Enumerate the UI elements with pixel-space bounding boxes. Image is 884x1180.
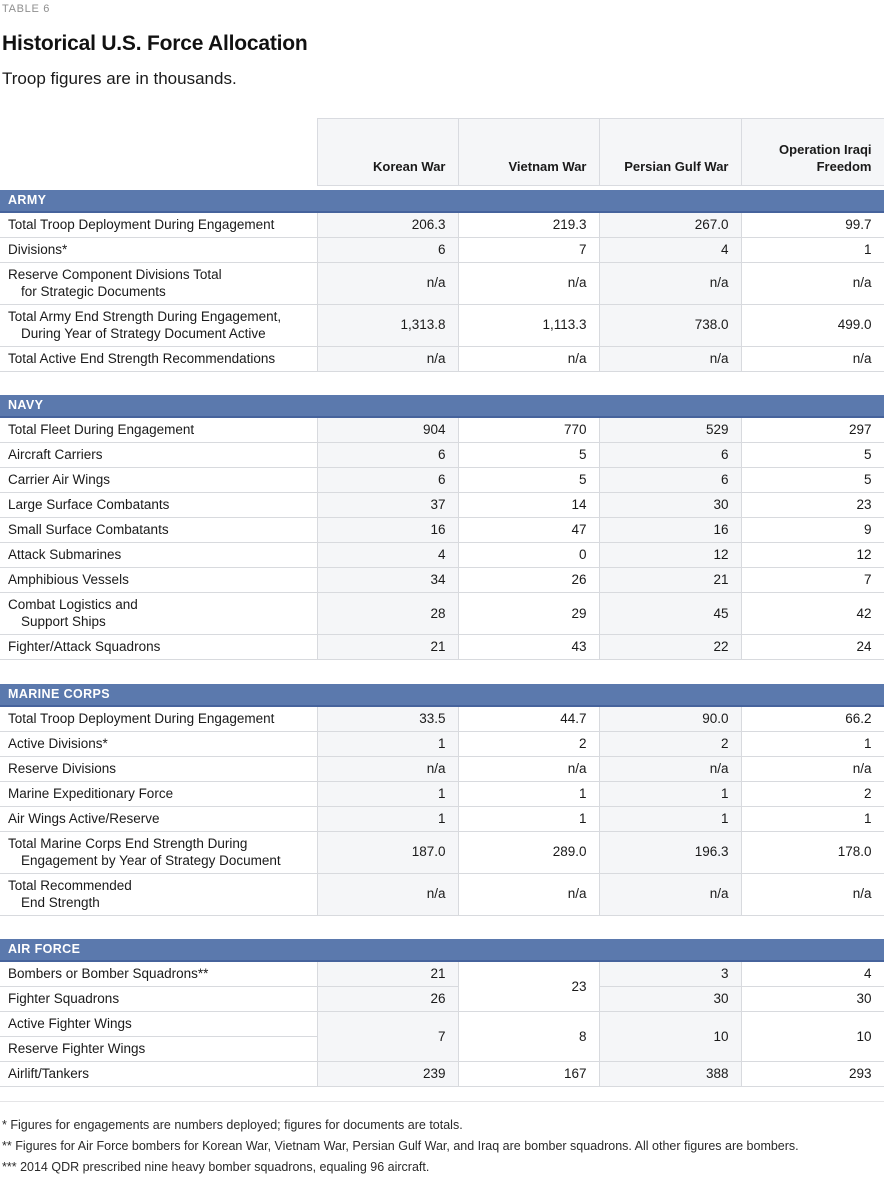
- table-row: [0, 635, 884, 660]
- row-label: [0, 493, 317, 518]
- value-cell: n/a: [317, 262, 458, 304]
- value-cell: 1: [458, 781, 599, 806]
- value-cell: 45: [599, 593, 741, 635]
- value-cell: n/a: [599, 346, 741, 371]
- value-cell: 8: [458, 1012, 599, 1062]
- value-cell: 10: [741, 1012, 884, 1062]
- value-cell: n/a: [317, 756, 458, 781]
- column-header-row: [0, 119, 884, 186]
- value-cell: 30: [599, 493, 741, 518]
- row-label: [0, 518, 317, 543]
- table-row: [0, 568, 884, 593]
- table-row: [0, 417, 884, 443]
- value-cell: 33.5: [317, 706, 458, 732]
- value-cell: 1,313.8: [317, 304, 458, 346]
- value-cell: 529: [599, 417, 741, 443]
- row-label-text: Fighter Squadrons: [8, 991, 120, 1006]
- row-label-text: Aircraft Carriers: [8, 447, 103, 462]
- value-cell: 5: [741, 443, 884, 468]
- value-cell: 2: [741, 781, 884, 806]
- value-cell: n/a: [458, 262, 599, 304]
- value-cell: 29: [458, 593, 599, 635]
- corner-empty-cell: [0, 119, 317, 186]
- footnote-1: * Figures for engagements are numbers deployed; figures for documents are totals.: [2, 1118, 463, 1132]
- value-cell: 42: [741, 593, 884, 635]
- table-row: [0, 806, 884, 831]
- section-gap: [0, 915, 884, 939]
- value-cell: 90.0: [599, 706, 741, 732]
- value-cell: 16: [599, 518, 741, 543]
- table-row: [0, 262, 884, 304]
- table-row: [0, 493, 884, 518]
- row-label: [0, 443, 317, 468]
- force-allocation-table: [0, 118, 884, 1087]
- footnotes: [0, 1101, 884, 1178]
- section-gap: [0, 371, 884, 395]
- value-cell: 99.7: [741, 212, 884, 238]
- value-cell: 2: [458, 731, 599, 756]
- value-cell: n/a: [599, 756, 741, 781]
- row-label: [0, 1012, 317, 1037]
- table-row: [0, 346, 884, 371]
- value-cell: 26: [317, 987, 458, 1012]
- value-cell: 293: [741, 1062, 884, 1087]
- value-cell: 1: [317, 806, 458, 831]
- value-cell: n/a: [458, 756, 599, 781]
- row-label: [0, 568, 317, 593]
- row-label-text: Combat Logistics and: [8, 597, 138, 612]
- section-header-navy: NAVY: [0, 395, 884, 417]
- value-cell: 499.0: [741, 304, 884, 346]
- value-cell: 1: [599, 781, 741, 806]
- row-label: [0, 756, 317, 781]
- row-label-text: Reserve Fighter Wings: [8, 1041, 146, 1056]
- value-cell: 1: [317, 731, 458, 756]
- value-cell: 22: [599, 635, 741, 660]
- value-cell: 12: [599, 543, 741, 568]
- value-cell: 23: [458, 961, 599, 1012]
- value-cell: 219.3: [458, 212, 599, 238]
- subtitle: Troop figures are in thousands.: [2, 69, 237, 88]
- row-label-text: Active Divisions*: [8, 735, 108, 751]
- value-cell: 6: [317, 237, 458, 262]
- value-cell: 289.0: [458, 831, 599, 873]
- value-cell: 0: [458, 543, 599, 568]
- value-cell: 4: [317, 543, 458, 568]
- row-label-text: Total Recommended: [8, 877, 132, 893]
- row-label-text: Active Fighter Wings: [8, 1016, 132, 1031]
- column-header-persian-gulf-war: Persian Gulf War: [599, 119, 741, 186]
- value-cell: 9: [741, 518, 884, 543]
- value-cell: 196.3: [599, 831, 741, 873]
- value-cell: 187.0: [317, 831, 458, 873]
- row-label-text: Reserve Divisions: [8, 760, 117, 776]
- value-cell: 1: [741, 731, 884, 756]
- value-cell: 6: [317, 443, 458, 468]
- section-header-row: [0, 395, 884, 417]
- row-label-text: Marine Expeditionary Force: [8, 785, 174, 801]
- row-label-text: Air Wings Active/Reserve: [8, 810, 160, 826]
- value-cell: 1,113.3: [458, 304, 599, 346]
- row-label: [0, 304, 317, 346]
- value-cell: n/a: [458, 346, 599, 371]
- value-cell: 904: [317, 417, 458, 443]
- row-label-text-line2: Engagement by Year of Strategy Document: [21, 852, 281, 868]
- value-cell: n/a: [741, 873, 884, 915]
- row-label: [0, 468, 317, 493]
- row-label: [0, 237, 317, 262]
- value-cell: 267.0: [599, 212, 741, 238]
- row-label: [0, 961, 317, 987]
- value-cell: n/a: [599, 873, 741, 915]
- footnote-3: *** 2014 QDR prescribed nine heavy bomber squadrons, equaling 96 aircraft.: [2, 1160, 430, 1174]
- value-cell: 14: [458, 493, 599, 518]
- value-cell: 21: [599, 568, 741, 593]
- row-label-text: Carrier Air Wings: [8, 472, 111, 487]
- value-cell: n/a: [741, 756, 884, 781]
- row-label-text-line2: Support Ships: [21, 614, 106, 629]
- row-label-text: Total Troop Deployment During Engagement: [8, 216, 275, 232]
- table-row: [0, 518, 884, 543]
- table-row: [0, 593, 884, 635]
- value-cell: 167: [458, 1062, 599, 1087]
- value-cell: 26: [458, 568, 599, 593]
- section-header-marine-corps: MARINE CORPS: [0, 684, 884, 706]
- row-label-text: Amphibious Vessels: [8, 572, 129, 587]
- value-cell: n/a: [317, 873, 458, 915]
- section-header-row: [0, 190, 884, 212]
- value-cell: 30: [599, 987, 741, 1012]
- section-header-army: ARMY: [0, 190, 884, 212]
- value-cell: 1: [741, 237, 884, 262]
- table-row: [0, 1062, 884, 1087]
- table-row: [0, 212, 884, 238]
- value-cell: n/a: [741, 346, 884, 371]
- row-label: [0, 593, 317, 635]
- value-cell: 37: [317, 493, 458, 518]
- row-label-text-line2: During Year of Strategy Document Active: [21, 325, 266, 341]
- value-cell: 16: [317, 518, 458, 543]
- value-cell: 6: [599, 443, 741, 468]
- row-label: [0, 1062, 317, 1087]
- value-cell: 178.0: [741, 831, 884, 873]
- value-cell: 1: [599, 806, 741, 831]
- value-cell: 388: [599, 1062, 741, 1087]
- row-label: [0, 1037, 317, 1062]
- section-gap: [0, 660, 884, 684]
- value-cell: 1: [317, 781, 458, 806]
- value-cell: 12: [741, 543, 884, 568]
- value-cell: 21: [317, 961, 458, 987]
- table-row: [0, 304, 884, 346]
- row-label-text-line2: for Strategic Documents: [21, 283, 166, 299]
- value-cell: 770: [458, 417, 599, 443]
- row-label: [0, 417, 317, 443]
- row-label: [0, 831, 317, 873]
- row-label: [0, 873, 317, 915]
- value-cell: 43: [458, 635, 599, 660]
- value-cell: 28: [317, 593, 458, 635]
- row-label: [0, 781, 317, 806]
- row-label-text: Fighter/Attack Squadrons: [8, 639, 161, 654]
- page-title: Historical U.S. Force Allocation: [2, 32, 308, 55]
- table-row: [0, 961, 884, 987]
- value-cell: 4: [599, 237, 741, 262]
- section-header-row: [0, 684, 884, 706]
- value-cell: 21: [317, 635, 458, 660]
- table-row: [0, 543, 884, 568]
- value-cell: 5: [741, 468, 884, 493]
- row-label-text: Small Surface Combatants: [8, 522, 169, 537]
- table-row: [0, 731, 884, 756]
- table-row: [0, 873, 884, 915]
- section-header-air-force: AIR FORCE: [0, 939, 884, 961]
- value-cell: 738.0: [599, 304, 741, 346]
- value-cell: 297: [741, 417, 884, 443]
- value-cell: 6: [317, 468, 458, 493]
- value-cell: 5: [458, 468, 599, 493]
- row-label-text: Attack Submarines: [8, 547, 122, 562]
- value-cell: 239: [317, 1062, 458, 1087]
- row-label: [0, 262, 317, 304]
- value-cell: 2: [599, 731, 741, 756]
- column-header-korean-war: Korean War: [317, 119, 458, 186]
- table-row: [0, 987, 884, 1012]
- row-label: [0, 987, 317, 1012]
- footnote-2: ** Figures for Air Force bombers for Korean War, Vietnam War, Persian Gulf War, and Iraq are bomber squadrons. All other figures are bombers.: [2, 1139, 799, 1153]
- value-cell: 66.2: [741, 706, 884, 732]
- value-cell: 7: [458, 237, 599, 262]
- value-cell: 23: [741, 493, 884, 518]
- value-cell: 10: [599, 1012, 741, 1062]
- value-cell: 6: [599, 468, 741, 493]
- value-cell: 7: [317, 1012, 458, 1062]
- table-row: [0, 781, 884, 806]
- row-label-text: Divisions*: [8, 241, 68, 257]
- value-cell: 1: [458, 806, 599, 831]
- value-cell: 1: [741, 806, 884, 831]
- value-cell: 24: [741, 635, 884, 660]
- table-row: [0, 756, 884, 781]
- row-label: [0, 346, 317, 371]
- row-label-text: Total Fleet During Engagement: [8, 422, 195, 437]
- value-cell: 206.3: [317, 212, 458, 238]
- value-cell: 30: [741, 987, 884, 1012]
- row-label-text-line2: End Strength: [21, 894, 100, 910]
- table-row: [0, 237, 884, 262]
- value-cell: 44.7: [458, 706, 599, 732]
- table-row: [0, 468, 884, 493]
- row-label: [0, 706, 317, 732]
- row-label: [0, 806, 317, 831]
- row-label-text: Total Marine Corps End Strength During: [8, 835, 248, 851]
- table-number-label: TABLE 6: [2, 3, 51, 15]
- row-label-text: Large Surface Combatants: [8, 497, 170, 512]
- value-cell: 47: [458, 518, 599, 543]
- value-cell: 3: [599, 961, 741, 987]
- value-cell: n/a: [741, 262, 884, 304]
- value-cell: n/a: [317, 346, 458, 371]
- table-row: [0, 831, 884, 873]
- value-cell: 5: [458, 443, 599, 468]
- section-header-row: [0, 939, 884, 961]
- value-cell: 7: [741, 568, 884, 593]
- row-label: [0, 212, 317, 238]
- row-label-text: Reserve Component Divisions Total: [8, 266, 222, 282]
- table-row: [0, 706, 884, 732]
- row-label-text: Total Troop Deployment During Engagement: [8, 710, 275, 726]
- row-label: [0, 543, 317, 568]
- row-label: [0, 635, 317, 660]
- column-header-vietnam-war: Vietnam War: [458, 119, 599, 186]
- value-cell: n/a: [458, 873, 599, 915]
- table-row: [0, 443, 884, 468]
- value-cell: 34: [317, 568, 458, 593]
- row-label-text: Total Active End Strength Recommendations: [8, 350, 276, 366]
- table-body: [0, 186, 884, 1087]
- value-cell: 4: [741, 961, 884, 987]
- table-row: [0, 1012, 884, 1037]
- row-label: [0, 731, 317, 756]
- row-label-text: Airlift/Tankers: [8, 1066, 90, 1081]
- row-label-text: Total Army End Strength During Engagement,: [8, 308, 282, 324]
- column-header-operation-iraqi-freedom: Operation Iraqi Freedom: [741, 119, 884, 186]
- row-label-text: Bombers or Bomber Squadrons**: [8, 966, 209, 981]
- value-cell: n/a: [599, 262, 741, 304]
- table-head: [0, 119, 884, 186]
